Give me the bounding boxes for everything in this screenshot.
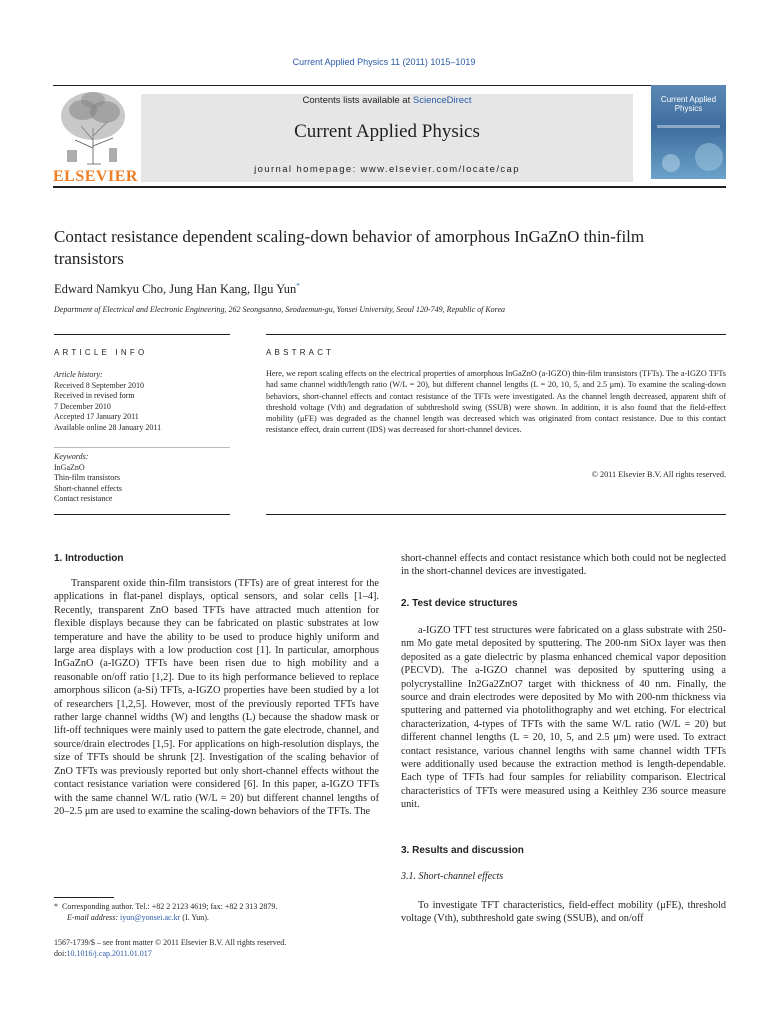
journal-title-box (141, 94, 633, 182)
contents-prefix: Contents lists available at (302, 95, 413, 106)
elsevier-wordmark: ELSEVIER (53, 168, 138, 185)
doi-prefix: doi: (54, 949, 67, 958)
subsection-3-1-body (401, 899, 726, 926)
keyword-item: Contact resistance (54, 494, 113, 503)
abstract-bottom-rule (266, 514, 726, 515)
keyword-item: InGaZnO (54, 462, 85, 472)
abstract-top-rule (266, 334, 726, 335)
paragraph: a-IGZO TFT test structures were fabricated on a glass substrate with 250-nm Mo gate metal deposited by sputtering. The 200-nm SiOx layer was then deposited as a gate dielectric by plasma enhanced chemical vapor deposition (PECVD). The a-IGZO channel was deposited by sputtering using a polycrystalline In2Ga2ZnO7 target with thickness of 40 nm. Finally, the source and drain electrodes were deposited by Mo with 200-nm thickness via sputtering and patterned via photolithography and wet etching. For electrical characterization, 4-types of TFTs with the same W/L ratio (W/L = 20) but different channel lengths (L = 20, 10, 5, and 2.5 μm) were used. To extract contact resistance, various channel lengths with same channel width TFTs were additionally used because the extraction method is length-dependable. Each type of TFTs had four samples for reliability comparison. Electrical characteristics of TFTs were measured using a Keithley 236 source measure unit. (401, 625, 726, 811)
section-2-heading: 2. Test device structures (401, 598, 518, 609)
article-authors (54, 282, 300, 297)
journal-header (53, 85, 726, 185)
footnote-corresponding (54, 902, 277, 913)
issn-line: 1567-1739/$ – see front matter © 2011 Elsevier B.V. All rights reserved. (54, 938, 287, 947)
doi-link[interactable]: 10.1016/j.cap.2011.01.017 (66, 949, 152, 958)
author-affiliation: Department of Electrical and Electronic Engineering, 262 Seongsanno, Seodaemun-gu, Yonsei University, Seoul 120-749, Republic of Korea (54, 305, 506, 314)
cover-art-icon (651, 85, 726, 179)
header-bottom-rule (53, 186, 726, 188)
keywords (54, 452, 230, 505)
abstract-heading: ABSTRACT (266, 348, 335, 357)
keywords-label: Keywords: (54, 452, 89, 461)
cover-title: Current Applied Physics (660, 95, 717, 113)
article-info-bottom-rule (54, 514, 230, 515)
article-info-top-rule (54, 334, 230, 335)
keyword-item: Thin-film transistors (54, 473, 120, 482)
elsevier-logo (53, 88, 138, 185)
keyword-item: Short-channel effects (54, 483, 123, 493)
journal-homepage[interactable]: journal homepage: www.elsevier.com/locate/cap (254, 164, 520, 175)
journal-name: Current Applied Physics (294, 121, 480, 142)
email-link[interactable]: iyun@yonsei.ac.kr (120, 912, 181, 922)
article-title: Contact resistance dependent scaling-down behavior of amorphous InGaZnO thin-film transistors (54, 227, 645, 268)
info-divider (54, 447, 230, 448)
corresponding-author-text: Corresponding author. Tel.: +82 2 2123 4619; fax: +82 2 313 2879. (62, 902, 278, 911)
journal-citation-link[interactable]: Current Applied Physics 11 (2011) 1015–1019 (292, 57, 476, 67)
contents-line (141, 95, 633, 106)
footnote-rule (54, 897, 114, 898)
doi-line (54, 948, 152, 959)
section-1-continuation (401, 552, 726, 579)
footnote-mark: * (54, 902, 58, 911)
elsevier-tree-icon (53, 88, 133, 166)
author-list: Edward Namkyu Cho, Jung Han Kang, Ilgu Yun (54, 282, 297, 297)
section-1-body (54, 577, 379, 818)
history-item: Available online 28 January 2011 (54, 422, 162, 432)
sciencedirect-link[interactable]: ScienceDirect (412, 95, 472, 106)
subsection-3-1-heading: 3.1. Short-channel effects (401, 871, 504, 882)
history-item: 7 December 2010 (54, 401, 111, 411)
history-item: Received 8 September 2010 (54, 380, 144, 390)
abstract-text: Here, we report scaling effects on the electrical properties of amorphous InGaZnO (a-IGZO) thin-film transistors (TFTs). The a-IGZO TFTs had same channel width/length ratio (W/L = 20), but different channel lengths (L = 20, 10, 5, and 2.5 μm). To examine the scaling-down behaviors, short-channel effects and contact resistance of the TFTs were investigated. As the channel length decreased, apparent shift of threshold voltage (Vth) and degradation of subthreshold swing (SSUB) were shown. In addition, it is also found that the field-effect mobility (μFE) was degraded as the channel length was decreased which was originated from contact resistance. Due to this contact resistance effect, drain current (IDS) was decreased for short-channel devices. (266, 369, 726, 435)
article-history (54, 370, 230, 433)
footnote-email (54, 913, 277, 924)
corresponding-author-mark[interactable]: * (296, 282, 300, 290)
article-info-heading: ARTICLE INFO (54, 348, 148, 357)
email-suffix: (I. Yun). (182, 912, 209, 922)
paragraph: short-channel effects and contact resistance which both could not be neglected in the short-channel devices are investigated. (401, 553, 726, 578)
paragraph: To investigate TFT characteristics, field-effect mobility (μFE), threshold voltage (Vth), subthreshold gate swing (SSUB), and on/off (401, 900, 726, 925)
history-item: Received in revised form (54, 391, 135, 400)
history-item: Accepted 17 January 2011 (54, 412, 139, 421)
email-label: E-mail address: (67, 912, 119, 922)
footnote (54, 902, 277, 923)
section-1-heading: 1. Introduction (54, 553, 124, 564)
abstract-copyright: © 2011 Elsevier B.V. All rights reserved. (591, 470, 726, 479)
history-label: Article history: (54, 370, 103, 379)
paragraph: Transparent oxide thin-film transistors (TFTs) are of great interest for the applications in flat-panel displays, optical sensors, and solar cells [1–4]. Recently, transparent ZnO based TFTs have attracted much attention for flexible displays because they can be fabricated on plastic substrates at low temperature and have the ability to be used to produce highly uniform and large area displays with a low production cost [1]. In particular, amorphous InGaZnO (a-IGZO) TFTs have been risen due to high mobility and a reasonable on/off ratio [1,2]. Due to its high performance believed to replace amorphous silicon (a-Si) TFTs, a-IGZO properties have been studied by a lot of researchers [1,2,5]. However, most of the previously reported TFTs have rather large channel widths (W) and lengths (L) because the shadow mask or lift-off techniques were mainly used to pattern the gate electrode, channel, and source/drain electrodes [1,5]. For applications on high-resolution displays, the size of TFTs should be shrunk [2]. Investigation of the scaling behavior of ZnO TFTs was previously reported but only short-channel effects without the contact resistance variation were considered [6]. In this paper, a-IGZO TFTs with the same channel W/L ratio (W/L = 20) but different channel lengths of 20–2.5 μm are used to examine the scaling-down behaviors of the TFTs. The (54, 578, 379, 817)
journal-cover-image (651, 85, 726, 179)
section-3-heading: 3. Results and discussion (401, 845, 524, 856)
section-2-body (401, 624, 726, 812)
